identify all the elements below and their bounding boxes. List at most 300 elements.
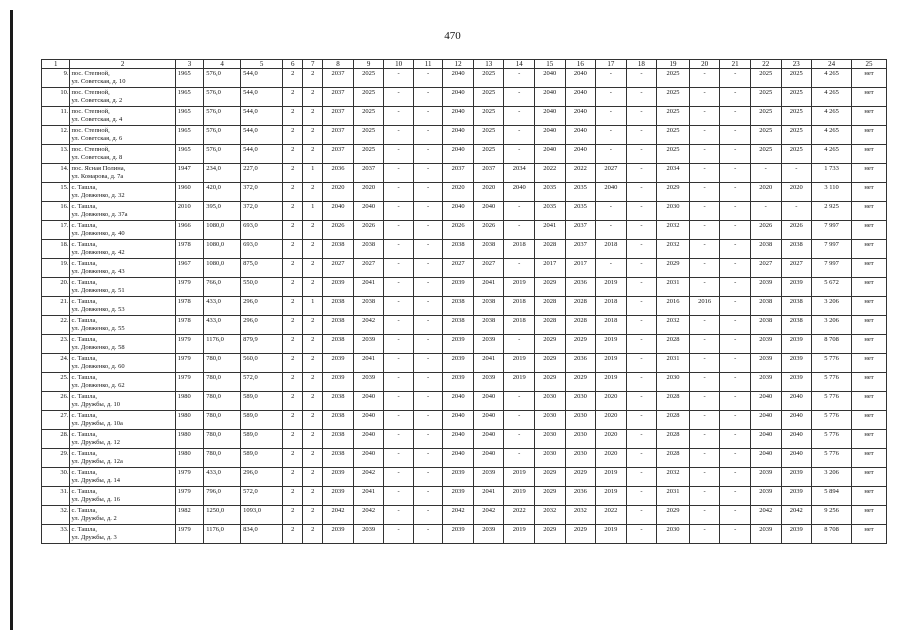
- cell-col-18: -: [626, 221, 657, 240]
- cell-col-24: 3 206: [812, 297, 852, 316]
- table-row: [42, 164, 887, 183]
- cell-col-19: 2029: [657, 506, 690, 525]
- cell-col-23: 2020: [781, 183, 812, 202]
- cell-col-19: 2016: [657, 297, 690, 316]
- cell-col-4: 576,0: [204, 145, 241, 164]
- cell-col-12: 2040: [443, 430, 474, 449]
- cell-col-23: 2042: [781, 506, 812, 525]
- cell-col-11: -: [413, 221, 443, 240]
- cell-col-7: 2: [303, 525, 323, 544]
- cell-col-16: 2035: [565, 202, 596, 221]
- column-number-16: 16: [565, 60, 596, 69]
- cell-col-7: 2: [303, 183, 323, 202]
- cell-col-21: -: [720, 145, 751, 164]
- cell-col-20: -: [689, 145, 720, 164]
- cell-col-9: 2039: [353, 335, 384, 354]
- row-number: 10.: [42, 88, 70, 107]
- cell-col-10: -: [384, 468, 414, 487]
- cell-col-9: 2025: [353, 145, 384, 164]
- cell-col-19: 2025: [657, 107, 690, 126]
- cell-col-5: 296,0: [241, 297, 283, 316]
- cell-col-6: 2: [283, 449, 303, 468]
- cell-col-20: -: [689, 373, 720, 392]
- cell-col-5: 572,0: [241, 373, 283, 392]
- cell-col-7: 2: [303, 411, 323, 430]
- cell-col-13: 2025: [473, 88, 504, 107]
- cell-col-8: 2020: [323, 183, 354, 202]
- cell-col-3: 1979: [175, 278, 203, 297]
- cell-col-6: 2: [283, 430, 303, 449]
- cell-col-3: 1965: [175, 145, 203, 164]
- cell-col-12: 2040: [443, 107, 474, 126]
- cell-col-8: 2038: [323, 240, 354, 259]
- address-locality: с. Ташла,: [71, 298, 98, 305]
- cell-col-14: -: [504, 259, 535, 278]
- cell-col-7: 2: [303, 354, 323, 373]
- cell-col-4: 395,0: [204, 202, 241, 221]
- cell-col-25: нет: [852, 487, 887, 506]
- cell-col-13: 2040: [473, 202, 504, 221]
- cell-col-18: -: [626, 468, 657, 487]
- cell-col-14: 2019: [504, 278, 535, 297]
- address-street: ул. Дружбы, д. 3: [71, 533, 117, 541]
- column-number-13: 13: [473, 60, 504, 69]
- cell-col-11: -: [413, 183, 443, 202]
- cell-col-16: 2035: [565, 183, 596, 202]
- cell-col-8: 2038: [323, 449, 354, 468]
- address-street: ул. Дружбы, д. 10: [71, 400, 121, 408]
- cell-col-6: 2: [283, 411, 303, 430]
- table-row: [42, 487, 887, 506]
- cell-col-19: 2029: [657, 183, 690, 202]
- cell-col-12: 2038: [443, 297, 474, 316]
- cell-col-7: 1: [303, 164, 323, 183]
- cell-col-17: 2027: [596, 164, 627, 183]
- column-number-7: 7: [303, 60, 323, 69]
- cell-col-3: 1980: [175, 449, 203, 468]
- cell-col-14: -: [504, 221, 535, 240]
- cell-col-8: 2037: [323, 88, 354, 107]
- cell-col-8: 2038: [323, 316, 354, 335]
- table-row: [42, 297, 887, 316]
- column-number-22: 22: [750, 60, 781, 69]
- cell-col-23: 2025: [781, 126, 812, 145]
- cell-col-17: 2019: [596, 468, 627, 487]
- cell-col-11: -: [413, 392, 443, 411]
- address-cell: [70, 145, 175, 164]
- cell-col-25: нет: [852, 430, 887, 449]
- cell-col-11: -: [413, 259, 443, 278]
- cell-col-19: 2028: [657, 411, 690, 430]
- cell-col-15: 2030: [535, 411, 566, 430]
- cell-col-3: 1979: [175, 525, 203, 544]
- cell-col-16: 2022: [565, 164, 596, 183]
- cell-col-18: -: [626, 316, 657, 335]
- address-locality: с. Ташла,: [71, 279, 98, 286]
- cell-col-22: 2025: [750, 145, 781, 164]
- address-locality: с. Ташла,: [71, 203, 98, 210]
- cell-col-11: -: [413, 69, 443, 88]
- cell-col-21: -: [720, 240, 751, 259]
- cell-col-23: 2025: [781, 145, 812, 164]
- cell-col-18: -: [626, 373, 657, 392]
- cell-col-16: 2028: [565, 316, 596, 335]
- cell-col-6: 2: [283, 126, 303, 145]
- cell-col-21: -: [720, 411, 751, 430]
- address-cell: [70, 373, 175, 392]
- cell-col-20: -: [689, 107, 720, 126]
- cell-col-13: 2025: [473, 145, 504, 164]
- cell-col-12: 2039: [443, 278, 474, 297]
- address-cell: [70, 487, 175, 506]
- cell-col-12: 2027: [443, 259, 474, 278]
- address-locality: с. Ташла,: [71, 412, 98, 419]
- cell-col-9: 2026: [353, 221, 384, 240]
- cell-col-17: 2019: [596, 373, 627, 392]
- cell-col-7: 2: [303, 468, 323, 487]
- cell-col-22: 2039: [750, 468, 781, 487]
- cell-col-6: 2: [283, 107, 303, 126]
- cell-col-9: 2040: [353, 392, 384, 411]
- cell-col-19: 2032: [657, 468, 690, 487]
- cell-col-14: -: [504, 69, 535, 88]
- cell-col-17: 2019: [596, 525, 627, 544]
- row-number: 13.: [42, 145, 70, 164]
- cell-col-25: нет: [852, 145, 887, 164]
- cell-col-6: 2: [283, 240, 303, 259]
- cell-col-17: -: [596, 69, 627, 88]
- cell-col-10: -: [384, 430, 414, 449]
- column-number-3: 3: [175, 60, 203, 69]
- cell-col-10: -: [384, 202, 414, 221]
- cell-col-20: -: [689, 259, 720, 278]
- cell-col-21: -: [720, 183, 751, 202]
- cell-col-15: 2030: [535, 430, 566, 449]
- cell-col-5: 1093,0: [241, 506, 283, 525]
- cell-col-9: 2040: [353, 449, 384, 468]
- column-number-21: 21: [720, 60, 751, 69]
- address-cell: [70, 468, 175, 487]
- cell-col-18: -: [626, 297, 657, 316]
- cell-col-21: -: [720, 506, 751, 525]
- cell-col-9: 2041: [353, 487, 384, 506]
- cell-col-16: 2030: [565, 430, 596, 449]
- cell-col-19: 2032: [657, 240, 690, 259]
- cell-col-5: 834,0: [241, 525, 283, 544]
- column-number-25: 25: [852, 60, 887, 69]
- cell-col-4: 780,0: [204, 449, 241, 468]
- table-row: [42, 354, 887, 373]
- address-cell: [70, 126, 175, 145]
- cell-col-12: 2039: [443, 373, 474, 392]
- cell-col-20: 2016: [689, 297, 720, 316]
- cell-col-17: 2019: [596, 487, 627, 506]
- cell-col-18: -: [626, 259, 657, 278]
- cell-col-18: -: [626, 392, 657, 411]
- cell-col-7: 2: [303, 373, 323, 392]
- cell-col-22: 2025: [750, 69, 781, 88]
- cell-col-15: 2029: [535, 525, 566, 544]
- cell-col-19: 2025: [657, 88, 690, 107]
- address-locality: пос. Ясная Полина,: [71, 165, 126, 172]
- cell-col-17: 2019: [596, 354, 627, 373]
- cell-col-16: 2030: [565, 392, 596, 411]
- cell-col-13: 2025: [473, 107, 504, 126]
- cell-col-24: 4 265: [812, 126, 852, 145]
- column-number-6: 6: [283, 60, 303, 69]
- cell-col-23: 2026: [781, 221, 812, 240]
- cell-col-4: 766,0: [204, 278, 241, 297]
- address-street: ул. Советская, д. 4: [71, 115, 123, 123]
- cell-col-4: 576,0: [204, 126, 241, 145]
- address-locality: с. Ташла,: [71, 241, 98, 248]
- address-street: ул. Довженко, д. 32: [71, 191, 125, 199]
- cell-col-12: 2039: [443, 354, 474, 373]
- cell-col-17: -: [596, 221, 627, 240]
- cell-col-3: 1978: [175, 297, 203, 316]
- cell-col-3: 1980: [175, 430, 203, 449]
- cell-col-9: 2038: [353, 240, 384, 259]
- cell-col-21: -: [720, 88, 751, 107]
- cell-col-8: 2026: [323, 221, 354, 240]
- cell-col-8: 2037: [323, 69, 354, 88]
- cell-col-24: 4 265: [812, 88, 852, 107]
- cell-col-16: 2036: [565, 278, 596, 297]
- cell-col-24: 5 776: [812, 411, 852, 430]
- address-cell: [70, 297, 175, 316]
- cell-col-19: 2025: [657, 126, 690, 145]
- cell-col-10: -: [384, 221, 414, 240]
- cell-col-15: 2032: [535, 506, 566, 525]
- cell-col-23: -: [781, 202, 812, 221]
- cell-col-12: 2040: [443, 69, 474, 88]
- cell-col-4: 780,0: [204, 392, 241, 411]
- cell-col-7: 2: [303, 487, 323, 506]
- cell-col-12: 2040: [443, 126, 474, 145]
- cell-col-25: нет: [852, 354, 887, 373]
- cell-col-21: -: [720, 430, 751, 449]
- table-row: [42, 430, 887, 449]
- address-locality: пос. Степной,: [71, 89, 110, 96]
- cell-col-7: 2: [303, 107, 323, 126]
- cell-col-25: нет: [852, 506, 887, 525]
- cell-col-20: -: [689, 392, 720, 411]
- cell-col-18: -: [626, 430, 657, 449]
- column-number-24: 24: [812, 60, 852, 69]
- table-row: [42, 468, 887, 487]
- cell-col-4: 576,0: [204, 88, 241, 107]
- column-number-19: 19: [657, 60, 690, 69]
- cell-col-20: -: [689, 88, 720, 107]
- cell-col-16: 2040: [565, 145, 596, 164]
- cell-col-24: 7 997: [812, 259, 852, 278]
- cell-col-24: 5 776: [812, 373, 852, 392]
- cell-col-20: -: [689, 335, 720, 354]
- cell-col-25: нет: [852, 240, 887, 259]
- cell-col-10: -: [384, 354, 414, 373]
- address-cell: [70, 392, 175, 411]
- cell-col-15: 2035: [535, 202, 566, 221]
- table-row: [42, 525, 887, 544]
- address-locality: с. Ташла,: [71, 526, 98, 533]
- cell-col-7: 2: [303, 316, 323, 335]
- cell-col-22: 2038: [750, 297, 781, 316]
- cell-col-4: 433,0: [204, 468, 241, 487]
- cell-col-4: 433,0: [204, 316, 241, 335]
- cell-col-3: 1979: [175, 468, 203, 487]
- cell-col-9: 2020: [353, 183, 384, 202]
- address-street: ул. Довженко, д. 58: [71, 343, 125, 351]
- row-number: 25.: [42, 373, 70, 392]
- cell-col-19: 2034: [657, 164, 690, 183]
- address-cell: [70, 430, 175, 449]
- cell-col-4: 1080,0: [204, 240, 241, 259]
- cell-col-20: -: [689, 164, 720, 183]
- cell-col-3: 1965: [175, 88, 203, 107]
- cell-col-12: 2038: [443, 316, 474, 335]
- address-locality: с. Ташла,: [71, 260, 98, 267]
- cell-col-12: 2039: [443, 335, 474, 354]
- row-number: 19.: [42, 259, 70, 278]
- cell-col-23: 2025: [781, 69, 812, 88]
- cell-col-8: 2039: [323, 525, 354, 544]
- cell-col-16: 2030: [565, 449, 596, 468]
- cell-col-22: 2027: [750, 259, 781, 278]
- cell-col-14: -: [504, 335, 535, 354]
- cell-col-6: 2: [283, 335, 303, 354]
- cell-col-22: 2042: [750, 506, 781, 525]
- cell-col-7: 2: [303, 88, 323, 107]
- cell-col-8: 2039: [323, 278, 354, 297]
- cell-col-3: 1980: [175, 392, 203, 411]
- cell-col-12: 2040: [443, 88, 474, 107]
- cell-col-3: 1965: [175, 107, 203, 126]
- cell-col-5: 544,0: [241, 88, 283, 107]
- cell-col-16: 2028: [565, 297, 596, 316]
- row-number: 21.: [42, 297, 70, 316]
- cell-col-23: 2039: [781, 468, 812, 487]
- table-row: [42, 69, 887, 88]
- cell-col-20: -: [689, 506, 720, 525]
- address-locality: пос. Степной,: [71, 70, 110, 77]
- cell-col-5: 879,9: [241, 335, 283, 354]
- cell-col-9: 2027: [353, 259, 384, 278]
- page-number: 470: [444, 30, 461, 42]
- cell-col-10: -: [384, 316, 414, 335]
- cell-col-24: 8 708: [812, 335, 852, 354]
- cell-col-5: 693,0: [241, 240, 283, 259]
- cell-col-22: 2040: [750, 430, 781, 449]
- cell-col-10: -: [384, 525, 414, 544]
- cell-col-4: 420,0: [204, 183, 241, 202]
- cell-col-4: 1176,0: [204, 335, 241, 354]
- table-row: [42, 316, 887, 335]
- row-number: 12.: [42, 126, 70, 145]
- cell-col-18: -: [626, 525, 657, 544]
- cell-col-15: 2040: [535, 69, 566, 88]
- cell-col-15: 2041: [535, 221, 566, 240]
- address-cell: [70, 449, 175, 468]
- cell-col-21: -: [720, 202, 751, 221]
- cell-col-18: -: [626, 487, 657, 506]
- cell-col-16: 2029: [565, 525, 596, 544]
- cell-col-19: 2031: [657, 354, 690, 373]
- cell-col-13: 2038: [473, 240, 504, 259]
- cell-col-18: -: [626, 145, 657, 164]
- cell-col-13: 2041: [473, 354, 504, 373]
- cell-col-11: -: [413, 240, 443, 259]
- cell-col-19: 2028: [657, 430, 690, 449]
- cell-col-21: -: [720, 373, 751, 392]
- cell-col-15: 2029: [535, 373, 566, 392]
- cell-col-24: 5 776: [812, 392, 852, 411]
- cell-col-10: -: [384, 411, 414, 430]
- cell-col-24: 5 894: [812, 487, 852, 506]
- address-cell: [70, 525, 175, 544]
- cell-col-18: -: [626, 354, 657, 373]
- cell-col-17: -: [596, 202, 627, 221]
- cell-col-22: 2025: [750, 126, 781, 145]
- cell-col-17: 2020: [596, 449, 627, 468]
- cell-col-6: 2: [283, 88, 303, 107]
- cell-col-6: 2: [283, 183, 303, 202]
- cell-col-22: 2025: [750, 88, 781, 107]
- cell-col-3: 1978: [175, 316, 203, 335]
- cell-col-17: 2040: [596, 183, 627, 202]
- cell-col-20: -: [689, 278, 720, 297]
- cell-col-21: -: [720, 354, 751, 373]
- cell-col-20: -: [689, 411, 720, 430]
- cell-col-17: 2019: [596, 278, 627, 297]
- cell-col-5: 544,0: [241, 69, 283, 88]
- cell-col-9: 2040: [353, 202, 384, 221]
- cell-col-8: 2039: [323, 487, 354, 506]
- cell-col-24: 7 997: [812, 221, 852, 240]
- cell-col-6: 2: [283, 468, 303, 487]
- row-number: 32.: [42, 506, 70, 525]
- cell-col-12: 2040: [443, 202, 474, 221]
- table-row: [42, 259, 887, 278]
- cell-col-9: 2042: [353, 316, 384, 335]
- cell-col-6: 2: [283, 259, 303, 278]
- address-street: ул. Комарова, д. 7а: [71, 172, 124, 180]
- cell-col-25: нет: [852, 69, 887, 88]
- address-cell: [70, 107, 175, 126]
- cell-col-11: -: [413, 354, 443, 373]
- cell-col-25: нет: [852, 392, 887, 411]
- table-row: [42, 183, 887, 202]
- address-cell: [70, 259, 175, 278]
- cell-col-11: -: [413, 278, 443, 297]
- cell-col-15: 2022: [535, 164, 566, 183]
- cell-col-7: 2: [303, 126, 323, 145]
- cell-col-4: 1176,0: [204, 525, 241, 544]
- cell-col-7: 2: [303, 259, 323, 278]
- address-locality: с. Ташла,: [71, 222, 98, 229]
- cell-col-13: 2038: [473, 316, 504, 335]
- address-street: ул. Советская, д. 10: [71, 77, 126, 85]
- cell-col-3: 1965: [175, 126, 203, 145]
- address-locality: с. Ташла,: [71, 507, 98, 514]
- cell-col-13: 2025: [473, 69, 504, 88]
- cell-col-24: 9 256: [812, 506, 852, 525]
- table-row: [42, 202, 887, 221]
- cell-col-5: 589,0: [241, 449, 283, 468]
- cell-col-16: 2030: [565, 411, 596, 430]
- cell-col-10: -: [384, 487, 414, 506]
- cell-col-16: 2029: [565, 373, 596, 392]
- cell-col-12: 2039: [443, 525, 474, 544]
